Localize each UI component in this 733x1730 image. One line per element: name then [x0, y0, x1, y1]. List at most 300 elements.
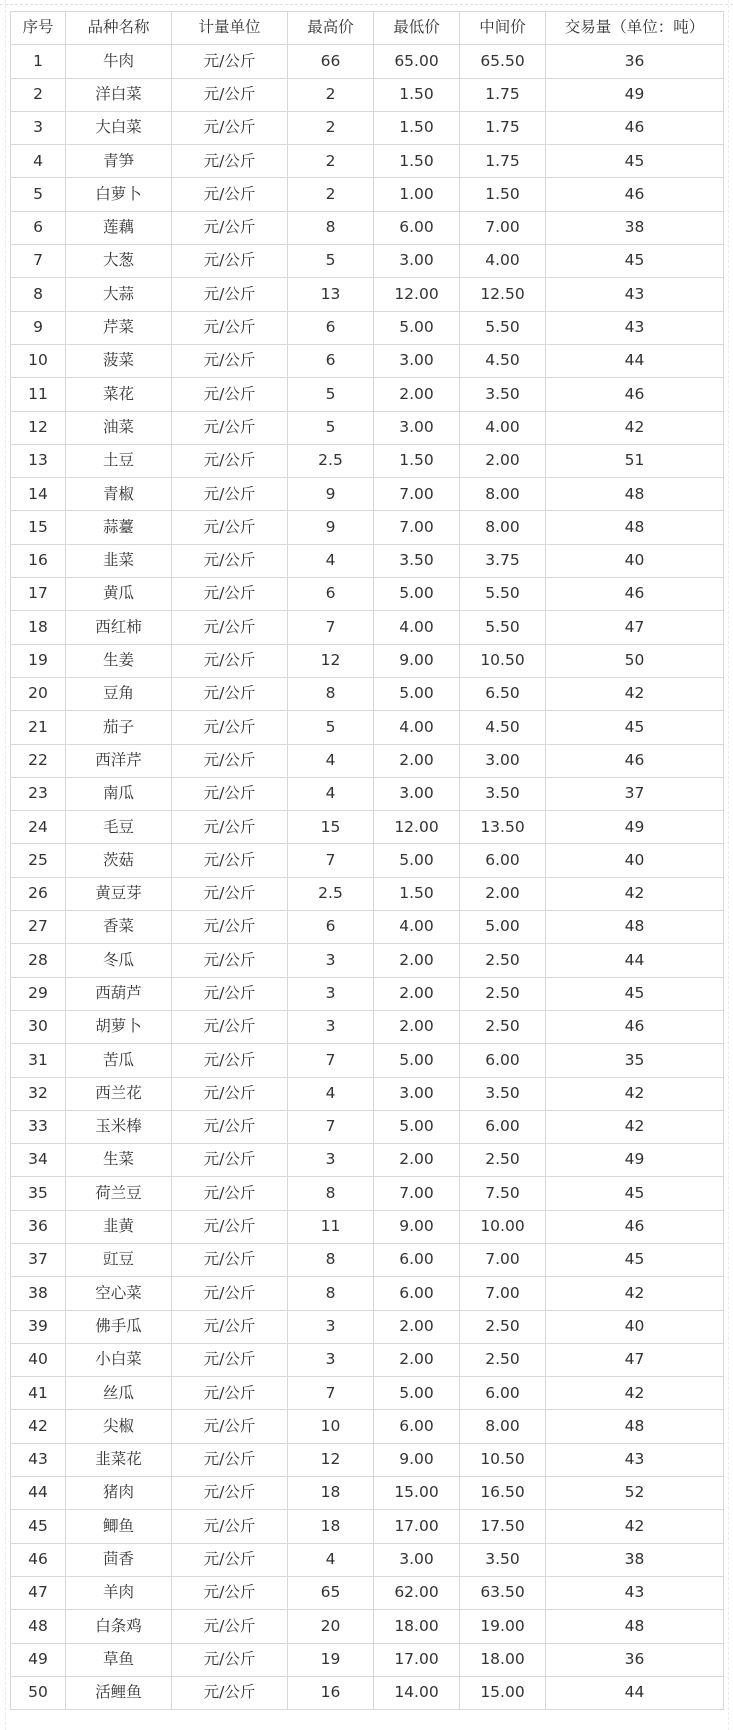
header-unit: 计量单位 — [172, 12, 288, 45]
cell-mid-price: 6.00 — [460, 1044, 546, 1077]
cell-min-price: 2.00 — [374, 744, 460, 777]
table-row — [11, 1643, 724, 1676]
cell-unit: 元/公斤 — [172, 1543, 288, 1576]
cell-volume: 42 — [546, 1377, 724, 1410]
cell-variety-name: 青笋 — [66, 145, 172, 178]
cell-unit: 元/公斤 — [172, 1610, 288, 1643]
cell-unit: 元/公斤 — [172, 311, 288, 344]
cell-min-price: 7.00 — [374, 1177, 460, 1210]
cell-mid-price: 3.75 — [460, 544, 546, 577]
cell-variety-name: 佛手瓜 — [66, 1310, 172, 1343]
cell-max-price: 65 — [288, 1576, 374, 1609]
cell-mid-price: 6.00 — [460, 844, 546, 877]
cell-variety-name: 尖椒 — [66, 1410, 172, 1443]
table-row — [11, 1576, 724, 1609]
cell-mid-price: 12.50 — [460, 278, 546, 311]
cell-unit: 元/公斤 — [172, 578, 288, 611]
cell-variety-name: 油菜 — [66, 411, 172, 444]
cell-index: 28 — [11, 944, 66, 977]
cell-index: 42 — [11, 1410, 66, 1443]
cell-max-price: 3 — [288, 1010, 374, 1043]
cell-max-price: 66 — [288, 45, 374, 78]
cell-max-price: 2 — [288, 178, 374, 211]
cell-volume: 42 — [546, 1077, 724, 1110]
cell-min-price: 3.00 — [374, 777, 460, 810]
cell-min-price: 1.50 — [374, 111, 460, 144]
cell-mid-price: 1.50 — [460, 178, 546, 211]
cell-unit: 元/公斤 — [172, 811, 288, 844]
cell-mid-price: 6.00 — [460, 1110, 546, 1143]
cell-max-price: 3 — [288, 1310, 374, 1343]
cell-index: 15 — [11, 511, 66, 544]
cell-variety-name: 洋白菜 — [66, 78, 172, 111]
cell-variety-name: 茄子 — [66, 711, 172, 744]
cell-volume: 50 — [546, 644, 724, 677]
table-row — [11, 611, 724, 644]
cell-volume: 46 — [546, 111, 724, 144]
cell-index: 43 — [11, 1443, 66, 1476]
cell-volume: 45 — [546, 245, 724, 278]
table-row — [11, 1310, 724, 1343]
cell-unit: 元/公斤 — [172, 45, 288, 78]
cell-volume: 43 — [546, 278, 724, 311]
table-row — [11, 311, 724, 344]
cell-mid-price: 63.50 — [460, 1576, 546, 1609]
cell-max-price: 5 — [288, 711, 374, 744]
table-row — [11, 1377, 724, 1410]
cell-volume: 38 — [546, 1543, 724, 1576]
cell-variety-name: 西洋芹 — [66, 744, 172, 777]
cell-unit: 元/公斤 — [172, 544, 288, 577]
cell-volume: 36 — [546, 1643, 724, 1676]
cell-volume: 45 — [546, 977, 724, 1010]
cell-max-price: 7 — [288, 611, 374, 644]
cell-index: 4 — [11, 145, 66, 178]
cell-index: 7 — [11, 245, 66, 278]
cell-mid-price: 3.50 — [460, 1077, 546, 1110]
cell-mid-price: 6.00 — [460, 1377, 546, 1410]
cell-unit: 元/公斤 — [172, 1510, 288, 1543]
table-row — [11, 1510, 724, 1543]
cell-variety-name: 豆角 — [66, 677, 172, 710]
table-row — [11, 744, 724, 777]
cell-max-price: 15 — [288, 811, 374, 844]
cell-unit: 元/公斤 — [172, 1310, 288, 1343]
cell-max-price: 4 — [288, 544, 374, 577]
cell-max-price: 7 — [288, 1110, 374, 1143]
cell-unit: 元/公斤 — [172, 1477, 288, 1510]
cell-variety-name: 青椒 — [66, 478, 172, 511]
cell-min-price: 17.00 — [374, 1510, 460, 1543]
cell-unit: 元/公斤 — [172, 178, 288, 211]
table-row — [11, 1410, 724, 1443]
cell-max-price: 3 — [288, 1343, 374, 1376]
cell-max-price: 2 — [288, 78, 374, 111]
cell-max-price: 2.5 — [288, 444, 374, 477]
cell-volume: 35 — [546, 1044, 724, 1077]
cell-index: 18 — [11, 611, 66, 644]
cell-volume: 45 — [546, 1243, 724, 1276]
cell-unit: 元/公斤 — [172, 744, 288, 777]
cell-volume: 45 — [546, 711, 724, 744]
cell-variety-name: 毛豆 — [66, 811, 172, 844]
cell-variety-name: 土豆 — [66, 444, 172, 477]
cell-min-price: 2.00 — [374, 378, 460, 411]
cell-max-price: 4 — [288, 1077, 374, 1110]
table-row — [11, 78, 724, 111]
cell-volume: 52 — [546, 1477, 724, 1510]
cell-min-price: 3.00 — [374, 411, 460, 444]
cell-variety-name: 蒜薹 — [66, 511, 172, 544]
cell-max-price: 6 — [288, 344, 374, 377]
table-row — [11, 1277, 724, 1310]
cell-volume: 49 — [546, 811, 724, 844]
cell-index: 23 — [11, 777, 66, 810]
cell-variety-name: 小白菜 — [66, 1343, 172, 1376]
cell-variety-name: 大葱 — [66, 245, 172, 278]
cell-max-price: 13 — [288, 278, 374, 311]
cell-volume: 49 — [546, 1144, 724, 1177]
cell-mid-price: 18.00 — [460, 1643, 546, 1676]
header-index: 序号 — [11, 12, 66, 45]
cell-unit: 元/公斤 — [172, 1210, 288, 1243]
table-row — [11, 777, 724, 810]
cell-max-price: 7 — [288, 1377, 374, 1410]
cell-max-price: 8 — [288, 1177, 374, 1210]
cell-variety-name: 白条鸡 — [66, 1610, 172, 1643]
cell-min-price: 12.00 — [374, 278, 460, 311]
cell-min-price: 1.50 — [374, 78, 460, 111]
table-row — [11, 1477, 724, 1510]
cell-max-price: 3 — [288, 944, 374, 977]
cell-min-price: 4.00 — [374, 611, 460, 644]
cell-variety-name: 西红柿 — [66, 611, 172, 644]
table-row — [11, 211, 724, 244]
table-row — [11, 478, 724, 511]
cell-index: 9 — [11, 311, 66, 344]
cell-variety-name: 荷兰豆 — [66, 1177, 172, 1210]
price-table — [10, 11, 724, 1710]
cell-min-price: 3.00 — [374, 1543, 460, 1576]
cell-min-price: 5.00 — [374, 1110, 460, 1143]
right-dotted-rule — [728, 0, 729, 1730]
cell-variety-name: 茨菇 — [66, 844, 172, 877]
cell-volume: 40 — [546, 844, 724, 877]
cell-max-price: 2 — [288, 145, 374, 178]
table-row — [11, 178, 724, 211]
cell-variety-name: 豇豆 — [66, 1243, 172, 1276]
cell-max-price: 11 — [288, 1210, 374, 1243]
table-row — [11, 811, 724, 844]
cell-unit: 元/公斤 — [172, 1576, 288, 1609]
table-row — [11, 245, 724, 278]
cell-unit: 元/公斤 — [172, 378, 288, 411]
cell-index: 10 — [11, 344, 66, 377]
table-row — [11, 411, 724, 444]
cell-volume: 46 — [546, 578, 724, 611]
cell-max-price: 12 — [288, 644, 374, 677]
table-row — [11, 844, 724, 877]
table-row — [11, 911, 724, 944]
cell-unit: 元/公斤 — [172, 478, 288, 511]
cell-max-price: 2.5 — [288, 877, 374, 910]
cell-min-price: 4.00 — [374, 711, 460, 744]
cell-index: 25 — [11, 844, 66, 877]
cell-index: 2 — [11, 78, 66, 111]
cell-min-price: 5.00 — [374, 311, 460, 344]
cell-volume: 44 — [546, 1676, 724, 1709]
cell-index: 14 — [11, 478, 66, 511]
cell-index: 22 — [11, 744, 66, 777]
cell-mid-price: 1.75 — [460, 145, 546, 178]
cell-index: 38 — [11, 1277, 66, 1310]
cell-volume: 43 — [546, 1443, 724, 1476]
cell-mid-price: 2.50 — [460, 1010, 546, 1043]
cell-volume: 47 — [546, 1343, 724, 1376]
cell-max-price: 12 — [288, 1443, 374, 1476]
cell-variety-name: 茴香 — [66, 1543, 172, 1576]
left-dotted-rule — [5, 0, 6, 1730]
cell-min-price: 14.00 — [374, 1676, 460, 1709]
cell-min-price: 6.00 — [374, 211, 460, 244]
cell-mid-price: 3.00 — [460, 744, 546, 777]
cell-max-price: 8 — [288, 677, 374, 710]
cell-index: 11 — [11, 378, 66, 411]
cell-index: 17 — [11, 578, 66, 611]
cell-mid-price: 4.50 — [460, 344, 546, 377]
cell-mid-price: 8.00 — [460, 1410, 546, 1443]
cell-variety-name: 活鲤鱼 — [66, 1676, 172, 1709]
table-body — [11, 45, 724, 1710]
cell-unit: 元/公斤 — [172, 344, 288, 377]
cell-volume: 46 — [546, 178, 724, 211]
cell-min-price: 62.00 — [374, 1576, 460, 1609]
cell-unit: 元/公斤 — [172, 444, 288, 477]
cell-min-price: 7.00 — [374, 478, 460, 511]
cell-variety-name: 丝瓜 — [66, 1377, 172, 1410]
cell-unit: 元/公斤 — [172, 1110, 288, 1143]
table-row — [11, 544, 724, 577]
cell-variety-name: 白萝卜 — [66, 178, 172, 211]
cell-min-price: 3.50 — [374, 544, 460, 577]
table-row — [11, 1210, 724, 1243]
cell-volume: 40 — [546, 1310, 724, 1343]
cell-mid-price: 2.00 — [460, 877, 546, 910]
cell-mid-price: 7.00 — [460, 211, 546, 244]
cell-volume: 46 — [546, 378, 724, 411]
cell-variety-name: 菠菜 — [66, 344, 172, 377]
cell-volume: 49 — [546, 78, 724, 111]
table-row — [11, 877, 724, 910]
cell-max-price: 8 — [288, 1277, 374, 1310]
cell-variety-name: 西兰花 — [66, 1077, 172, 1110]
cell-mid-price: 2.50 — [460, 1343, 546, 1376]
cell-mid-price: 15.00 — [460, 1676, 546, 1709]
cell-mid-price: 10.50 — [460, 644, 546, 677]
cell-index: 3 — [11, 111, 66, 144]
cell-variety-name: 香菜 — [66, 911, 172, 944]
cell-mid-price: 2.00 — [460, 444, 546, 477]
cell-variety-name: 羊肉 — [66, 1576, 172, 1609]
cell-mid-price: 17.50 — [460, 1510, 546, 1543]
cell-volume: 47 — [546, 611, 724, 644]
table-row — [11, 1543, 724, 1576]
cell-max-price: 4 — [288, 777, 374, 810]
cell-unit: 元/公斤 — [172, 111, 288, 144]
cell-min-price: 3.00 — [374, 245, 460, 278]
cell-volume: 46 — [546, 744, 724, 777]
cell-index: 26 — [11, 877, 66, 910]
cell-min-price: 15.00 — [374, 1477, 460, 1510]
cell-unit: 元/公斤 — [172, 78, 288, 111]
table-row — [11, 1144, 724, 1177]
cell-max-price: 6 — [288, 311, 374, 344]
cell-unit: 元/公斤 — [172, 611, 288, 644]
cell-mid-price: 2.50 — [460, 1144, 546, 1177]
cell-variety-name: 韭菜 — [66, 544, 172, 577]
header-volume: 交易量（单位：吨） — [546, 12, 724, 45]
cell-index: 45 — [11, 1510, 66, 1543]
cell-min-price: 1.50 — [374, 145, 460, 178]
cell-index: 37 — [11, 1243, 66, 1276]
cell-max-price: 6 — [288, 911, 374, 944]
table-row — [11, 1443, 724, 1476]
cell-unit: 元/公斤 — [172, 1277, 288, 1310]
cell-mid-price: 4.00 — [460, 245, 546, 278]
cell-mid-price: 3.50 — [460, 777, 546, 810]
cell-mid-price: 13.50 — [460, 811, 546, 844]
cell-volume: 48 — [546, 478, 724, 511]
cell-variety-name: 冬瓜 — [66, 944, 172, 977]
cell-mid-price: 5.00 — [460, 911, 546, 944]
cell-volume: 51 — [546, 444, 724, 477]
cell-max-price: 9 — [288, 511, 374, 544]
cell-index: 50 — [11, 1676, 66, 1709]
table-row — [11, 145, 724, 178]
cell-volume: 46 — [546, 1210, 724, 1243]
cell-mid-price: 1.75 — [460, 78, 546, 111]
cell-unit: 元/公斤 — [172, 1443, 288, 1476]
cell-min-price: 9.00 — [374, 644, 460, 677]
cell-volume: 48 — [546, 911, 724, 944]
cell-volume: 48 — [546, 1410, 724, 1443]
table-row — [11, 444, 724, 477]
cell-index: 35 — [11, 1177, 66, 1210]
cell-max-price: 3 — [288, 977, 374, 1010]
cell-min-price: 5.00 — [374, 578, 460, 611]
cell-min-price: 5.00 — [374, 1377, 460, 1410]
cell-index: 20 — [11, 677, 66, 710]
header-row — [11, 12, 724, 45]
cell-mid-price: 6.50 — [460, 677, 546, 710]
cell-index: 29 — [11, 977, 66, 1010]
cell-unit: 元/公斤 — [172, 1377, 288, 1410]
cell-variety-name: 空心菜 — [66, 1277, 172, 1310]
cell-mid-price: 3.50 — [460, 378, 546, 411]
cell-max-price: 3 — [288, 1144, 374, 1177]
table-row — [11, 378, 724, 411]
cell-index: 48 — [11, 1610, 66, 1643]
table-row — [11, 644, 724, 677]
cell-unit: 元/公斤 — [172, 1077, 288, 1110]
table-row — [11, 1110, 724, 1143]
cell-index: 30 — [11, 1010, 66, 1043]
cell-volume: 48 — [546, 1610, 724, 1643]
cell-variety-name: 韭黄 — [66, 1210, 172, 1243]
cell-variety-name: 草鱼 — [66, 1643, 172, 1676]
cell-index: 39 — [11, 1310, 66, 1343]
cell-max-price: 19 — [288, 1643, 374, 1676]
cell-variety-name: 牛肉 — [66, 45, 172, 78]
cell-index: 31 — [11, 1044, 66, 1077]
cell-mid-price: 4.50 — [460, 711, 546, 744]
cell-min-price: 7.00 — [374, 511, 460, 544]
cell-unit: 元/公斤 — [172, 1243, 288, 1276]
cell-max-price: 18 — [288, 1510, 374, 1543]
cell-min-price: 2.00 — [374, 944, 460, 977]
cell-volume: 43 — [546, 1576, 724, 1609]
cell-mid-price: 8.00 — [460, 511, 546, 544]
cell-unit: 元/公斤 — [172, 677, 288, 710]
cell-index: 46 — [11, 1543, 66, 1576]
cell-index: 13 — [11, 444, 66, 477]
cell-max-price: 16 — [288, 1676, 374, 1709]
cell-min-price: 6.00 — [374, 1410, 460, 1443]
cell-unit: 元/公斤 — [172, 877, 288, 910]
cell-index: 24 — [11, 811, 66, 844]
cell-mid-price: 5.50 — [460, 578, 546, 611]
header-max-price: 最高价 — [288, 12, 374, 45]
header-mid-price: 中间价 — [460, 12, 546, 45]
cell-volume: 42 — [546, 677, 724, 710]
cell-index: 49 — [11, 1643, 66, 1676]
table-row — [11, 944, 724, 977]
cell-unit: 元/公斤 — [172, 211, 288, 244]
cell-volume: 48 — [546, 511, 724, 544]
cell-min-price: 2.00 — [374, 1010, 460, 1043]
cell-mid-price: 7.50 — [460, 1177, 546, 1210]
cell-variety-name: 韭菜花 — [66, 1443, 172, 1476]
table-row — [11, 1610, 724, 1643]
cell-max-price: 7 — [288, 1044, 374, 1077]
cell-max-price: 7 — [288, 844, 374, 877]
cell-index: 36 — [11, 1210, 66, 1243]
cell-max-price: 5 — [288, 245, 374, 278]
cell-min-price: 2.00 — [374, 1144, 460, 1177]
cell-min-price: 9.00 — [374, 1210, 460, 1243]
cell-variety-name: 菜花 — [66, 378, 172, 411]
cell-variety-name: 黄瓜 — [66, 578, 172, 611]
cell-max-price: 8 — [288, 1243, 374, 1276]
cell-variety-name: 苦瓜 — [66, 1044, 172, 1077]
cell-min-price: 3.00 — [374, 1077, 460, 1110]
cell-variety-name: 大蒜 — [66, 278, 172, 311]
table-row — [11, 111, 724, 144]
table-row — [11, 1177, 724, 1210]
cell-min-price: 1.50 — [374, 877, 460, 910]
cell-max-price: 20 — [288, 1610, 374, 1643]
cell-volume: 42 — [546, 411, 724, 444]
cell-index: 8 — [11, 278, 66, 311]
cell-max-price: 5 — [288, 378, 374, 411]
cell-index: 12 — [11, 411, 66, 444]
header-min-price: 最低价 — [374, 12, 460, 45]
top-dotted-rule — [0, 4, 733, 5]
cell-unit: 元/公斤 — [172, 1177, 288, 1210]
cell-variety-name: 生菜 — [66, 1144, 172, 1177]
table-row — [11, 1676, 724, 1709]
cell-unit: 元/公斤 — [172, 1144, 288, 1177]
